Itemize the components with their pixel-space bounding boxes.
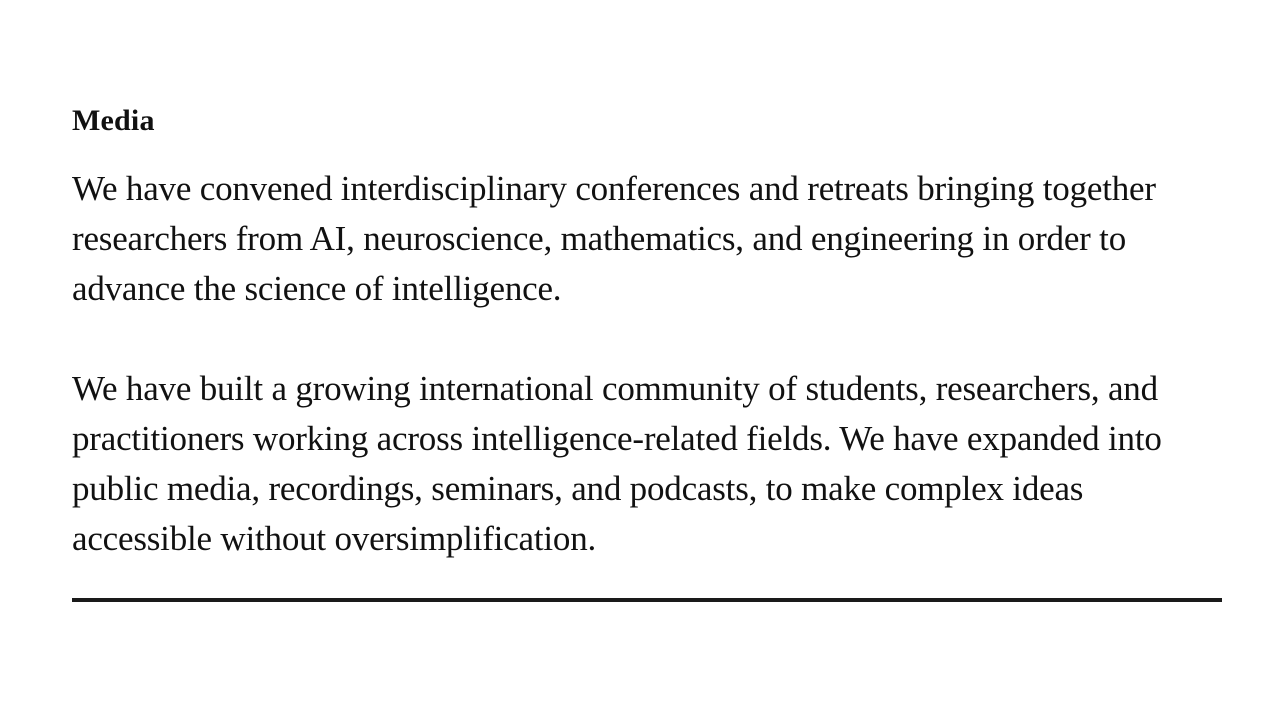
media-section [72,100,1222,564]
paragraph-conferences: We have convened interdisciplinary conferences and retreats bringing together researchers from AI, neuroscience, mathematics, and engineering in order to advance the science of intelligence. [72,169,1156,308]
section-heading: Media [72,104,155,137]
paragraph-community: We have built a growing international community of students, researchers, and practitioners working across intelligence-related fields. We have expanded into public media, recordings, seminars, and podcasts, to make complex ideas accessible without oversimplification. [72,369,1162,558]
section-divider [72,598,1222,602]
